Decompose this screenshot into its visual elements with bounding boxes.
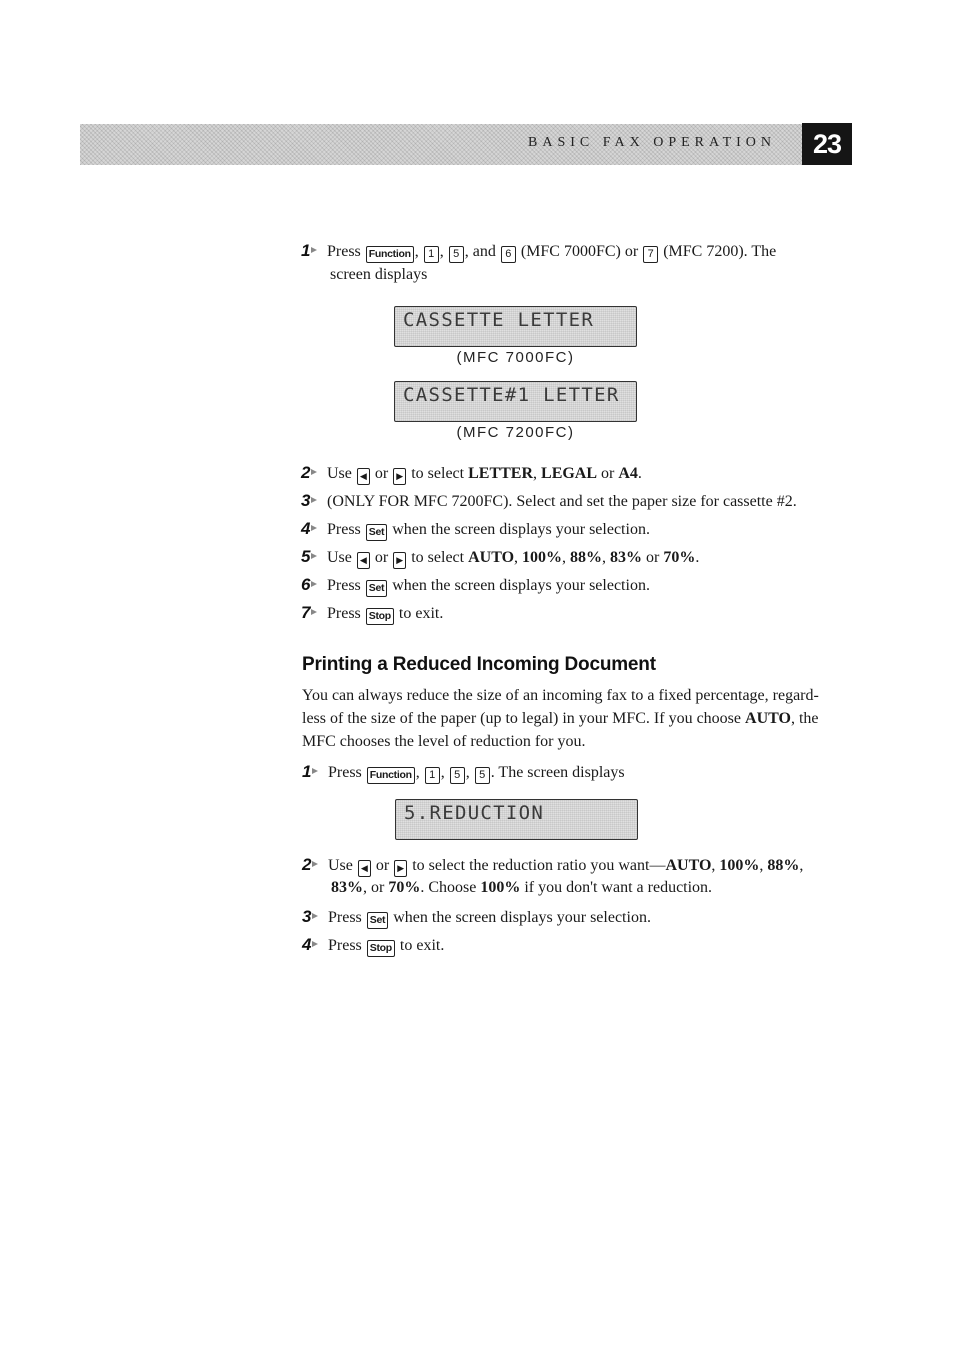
step-6: 6 Press Set when the screen displays your selection. (330, 573, 650, 597)
step-1: 1 Press Function , 1 , 5 , 5 . The screen displays (331, 760, 625, 784)
function-key: Function (367, 767, 415, 784)
lcd-text: 5.REDUCTION (404, 802, 545, 824)
step-number: 6 (301, 573, 327, 596)
lcd-display (395, 799, 638, 840)
lcd-text: CASSETTE LETTER (403, 309, 595, 331)
page-number: 23 (802, 123, 852, 165)
right-arrow-key: ▶ (394, 860, 407, 877)
lcd-text: CASSETTE#1 LETTER (403, 384, 620, 406)
step-number: 2 (302, 853, 328, 876)
step-number: 3 (302, 905, 328, 928)
step-number: 7 (301, 601, 327, 624)
stop-key: Stop (366, 608, 394, 625)
step-4: 4 Press Stop to exit. (331, 933, 444, 957)
step-3: 3 (ONLY FOR MFC 7200FC). Select and set the paper size for cassette #2. (301, 491, 797, 510)
key-6: 6 (501, 246, 516, 263)
key-1: 1 (425, 767, 440, 784)
step-3: 3 Press Set when the screen displays your selection. (331, 905, 651, 929)
left-arrow-key: ◀ (357, 468, 370, 485)
step-1: 1 Press Function , 1 , 5 , and 6 (MFC 7000FC) or 7 (MFC 7200). The (330, 239, 776, 263)
step-2-line-2: 83%, or 70%. Choose 100% if you don't want a reduction. (331, 879, 713, 896)
key-5: 5 (475, 767, 490, 784)
step-4: 4 Press Set when the screen displays your selection. (330, 517, 650, 541)
section-title: BASIC FAX OPERATION (528, 135, 776, 150)
key-5: 5 (450, 767, 465, 784)
function-key: Function (366, 246, 414, 263)
section-heading: Printing a Reduced Incoming Document (302, 654, 656, 675)
step-2: 2 Use ◀ or ▶ to select the reduction ratio you want—AUTO, 100%, 88%, (331, 853, 803, 877)
stop-key: Stop (367, 940, 395, 957)
step-number: 4 (301, 517, 327, 540)
right-arrow-key: ▶ (393, 552, 406, 569)
key-7: 7 (643, 246, 658, 263)
lcd-display (394, 381, 637, 422)
step-1-line-2: screen displays (330, 266, 428, 283)
key-5: 5 (449, 246, 464, 263)
right-arrow-key: ▶ (393, 468, 406, 485)
set-key: Set (366, 524, 387, 541)
step-7: 7 Press Stop to exit. (330, 601, 443, 625)
step-2: 2 Use ◀ or ▶ to select LETTER, LEGAL or A4. (330, 461, 642, 485)
step-number: 2 (301, 461, 327, 484)
step-number: 4 (302, 933, 328, 956)
lcd-display (394, 306, 637, 347)
set-key: Set (366, 580, 387, 597)
intro-paragraph: You can always reduce the size of an incoming fax to a fixed percentage, regard- less of the size of the paper (up to legal) in your MFC. If you choose AUTO, the MFC chooses the level of reduction for you. (302, 687, 819, 750)
lcd-caption: (MFC 7200FC) (456, 424, 575, 441)
left-arrow-key: ◀ (358, 860, 371, 877)
set-key: Set (367, 912, 388, 929)
left-arrow-key: ◀ (357, 552, 370, 569)
key-1: 1 (424, 246, 439, 263)
step-5: 5 Use ◀ or ▶ to select AUTO, 100%, 88%, 83% or 70%. (330, 545, 699, 569)
step-number: 5 (301, 545, 327, 568)
step-number: 1 (302, 760, 328, 783)
lcd-caption: (MFC 7000FC) (456, 349, 575, 366)
step-number: 1 (301, 239, 327, 262)
step-number: 3 (301, 489, 327, 512)
